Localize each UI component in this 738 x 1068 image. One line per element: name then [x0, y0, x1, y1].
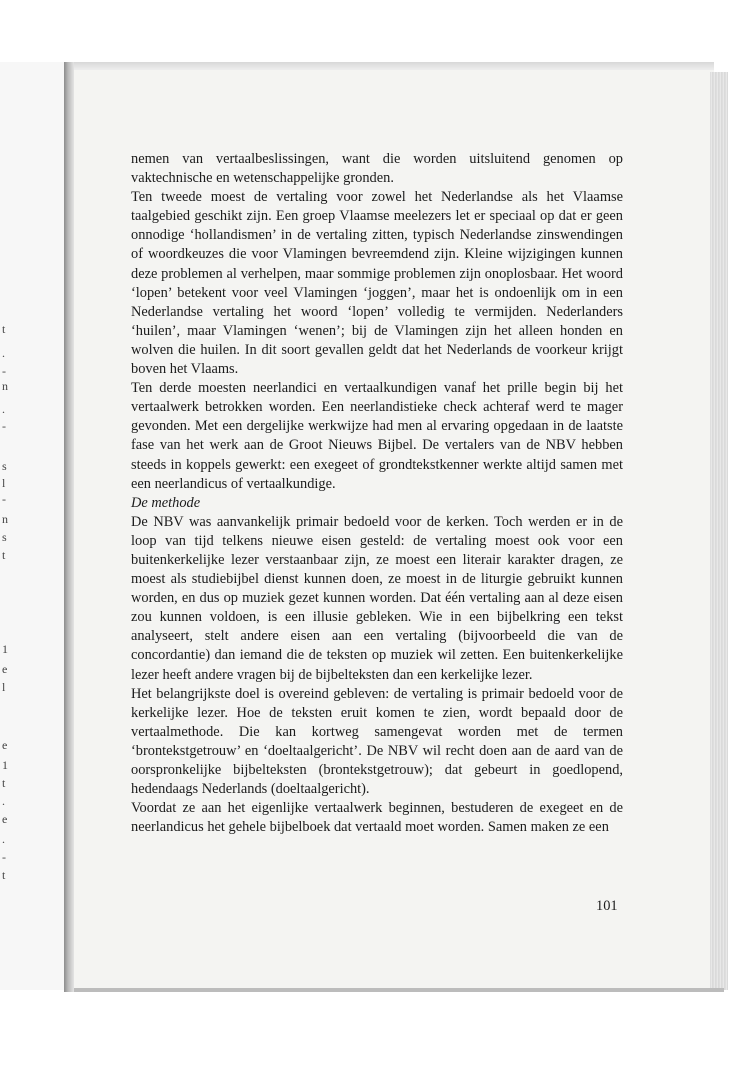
fragment: - — [2, 419, 6, 433]
fragment: e — [2, 812, 8, 826]
fragment: 1 — [2, 642, 8, 656]
paragraph: nemen van vertaalbeslissingen, want die worden uitsluitend genomen op vaktechnische en wetenschappelijke gronden. — [131, 151, 623, 187]
paragraph: Het belangrijkste doel is overeind gebleven: de vertaling is primair bedoeld voor de kerkelijke lezer. Hoe de teksten eruit komen te zien, wordt bepaald door de vertaalmethode. Die kan kortweg samengevat worden met de termen ‘brontekstgetrouw’ en ‘doeltaalgericht’. De NBV wil recht doen aan de aard van de oorspronkelijke bijbelteksten (brontekstgetrouw); dat gebeurt in goedlopend, hedendaags Nederlands (doeltaalgericht). — [131, 685, 623, 798]
fragment: - — [2, 492, 6, 506]
body-text — [131, 150, 623, 837]
paragraph: Ten tweede moest de vertaling voor zowel het Nederlandse als het Vlaamse taalgebied geschikt zijn. Een groep Vlaamse meelezers let er speciaal op dat er geen onnodige ‘hollandismen’ in de vertaling zitten, typisch Nederlandse zinswendingen of woordkeuzes die voor Vlamingen bevreemdend zijn. Kleine wijzigingen kunnen deze problemen al verhelpen, maar sommige problemen zijn onoplosbaar. Het woord ‘lopen’ betekent voor veel Vlamingen ‘joggen’, maar het is ondoenlijk om in een Nederlandse vertaling het woord ‘lopen’ volledig te vermijden. Nederlanders ‘huilen’, maar Vlamingen ‘wenen’; bij de Vlamingen zijn het alleen honden en wolven die huilen. In dit soort gevallen geldt dat het Nederlands de voorkeur krijgt boven het Vlaams. — [131, 189, 623, 378]
fragment: . — [2, 832, 5, 846]
fragment: t — [2, 548, 6, 562]
page-stack-edge — [710, 72, 728, 990]
section-heading: De methode — [131, 494, 201, 511]
fragment: - — [2, 364, 6, 378]
page-top-edge — [74, 62, 714, 70]
fragment: - — [2, 850, 6, 864]
fragment: n — [2, 379, 8, 393]
paragraph: Ten derde moesten neerlandici en vertaalkundigen vanaf het prille begin bij het vertaalwerk betrokken worden. Een neerlandistieke check achteraf werd te mager gevonden. Met een dergelijke werkwijze had men al ervaring opgedaan in de laatste fase van het werk aan de Groot Nieuws Bijbel. De vertalers van de NBV hebben steeds in koppels gewerkt: een exegeet of grondtekstkenner werkte altijd samen met een neerlandicus of vertaalkundige. — [131, 380, 623, 492]
fragment: l — [2, 476, 6, 490]
fragment: s — [2, 459, 7, 473]
fragment: t — [2, 322, 6, 336]
fragment: n — [2, 512, 8, 526]
fragment: e — [2, 738, 8, 752]
fragment: e — [2, 662, 8, 676]
fragment: . — [2, 402, 5, 416]
page-number: 101 — [596, 898, 618, 914]
fragment: . — [2, 794, 5, 808]
fragment: . — [2, 346, 5, 360]
book-gutter — [64, 62, 74, 992]
fragment: s — [2, 530, 7, 544]
paragraph: Voordat ze aan het eigenlijke vertaalwerk beginnen, bestuderen de exegeet en de neerlandicus het gehele bijbelboek dat vertaald moet worden. Samen maken ze een — [131, 800, 623, 836]
left-page-edge — [0, 62, 64, 990]
page-bottom-edge — [74, 988, 724, 992]
fragment: t — [2, 776, 6, 790]
paragraph: De NBV was aanvankelijk primair bedoeld voor de kerken. Toch werden er in de loop van tijd telkens nieuwe eisen gesteld: de vertaling moest ook voor een buitenkerkelijke lezer verstaanbaar zijn, ze moest een literair karakter dragen, ze moest als studiebijbel dienst kunnen doen, ze moest in de liturgie gebruikt kunnen worden, en dus op muziek gezet kunnen worden. Dat één vertaling aan al deze eisen zou kunnen voldoen, is een illusie gebleken. Wie in een bijbelkring een tekst analyseert, stelt andere eisen aan een vertaling (bijvoorbeeld die van de concordantie) dan iemand die de teksten op muziek wil zetten. Een buitenkerkelijke lezer heeft andere vragen bij de bijbelteksten dan een kerkelijke lezer. — [131, 513, 623, 683]
fragment: l — [2, 680, 6, 694]
fragment: 1 — [2, 758, 8, 772]
fragment: t — [2, 868, 6, 882]
